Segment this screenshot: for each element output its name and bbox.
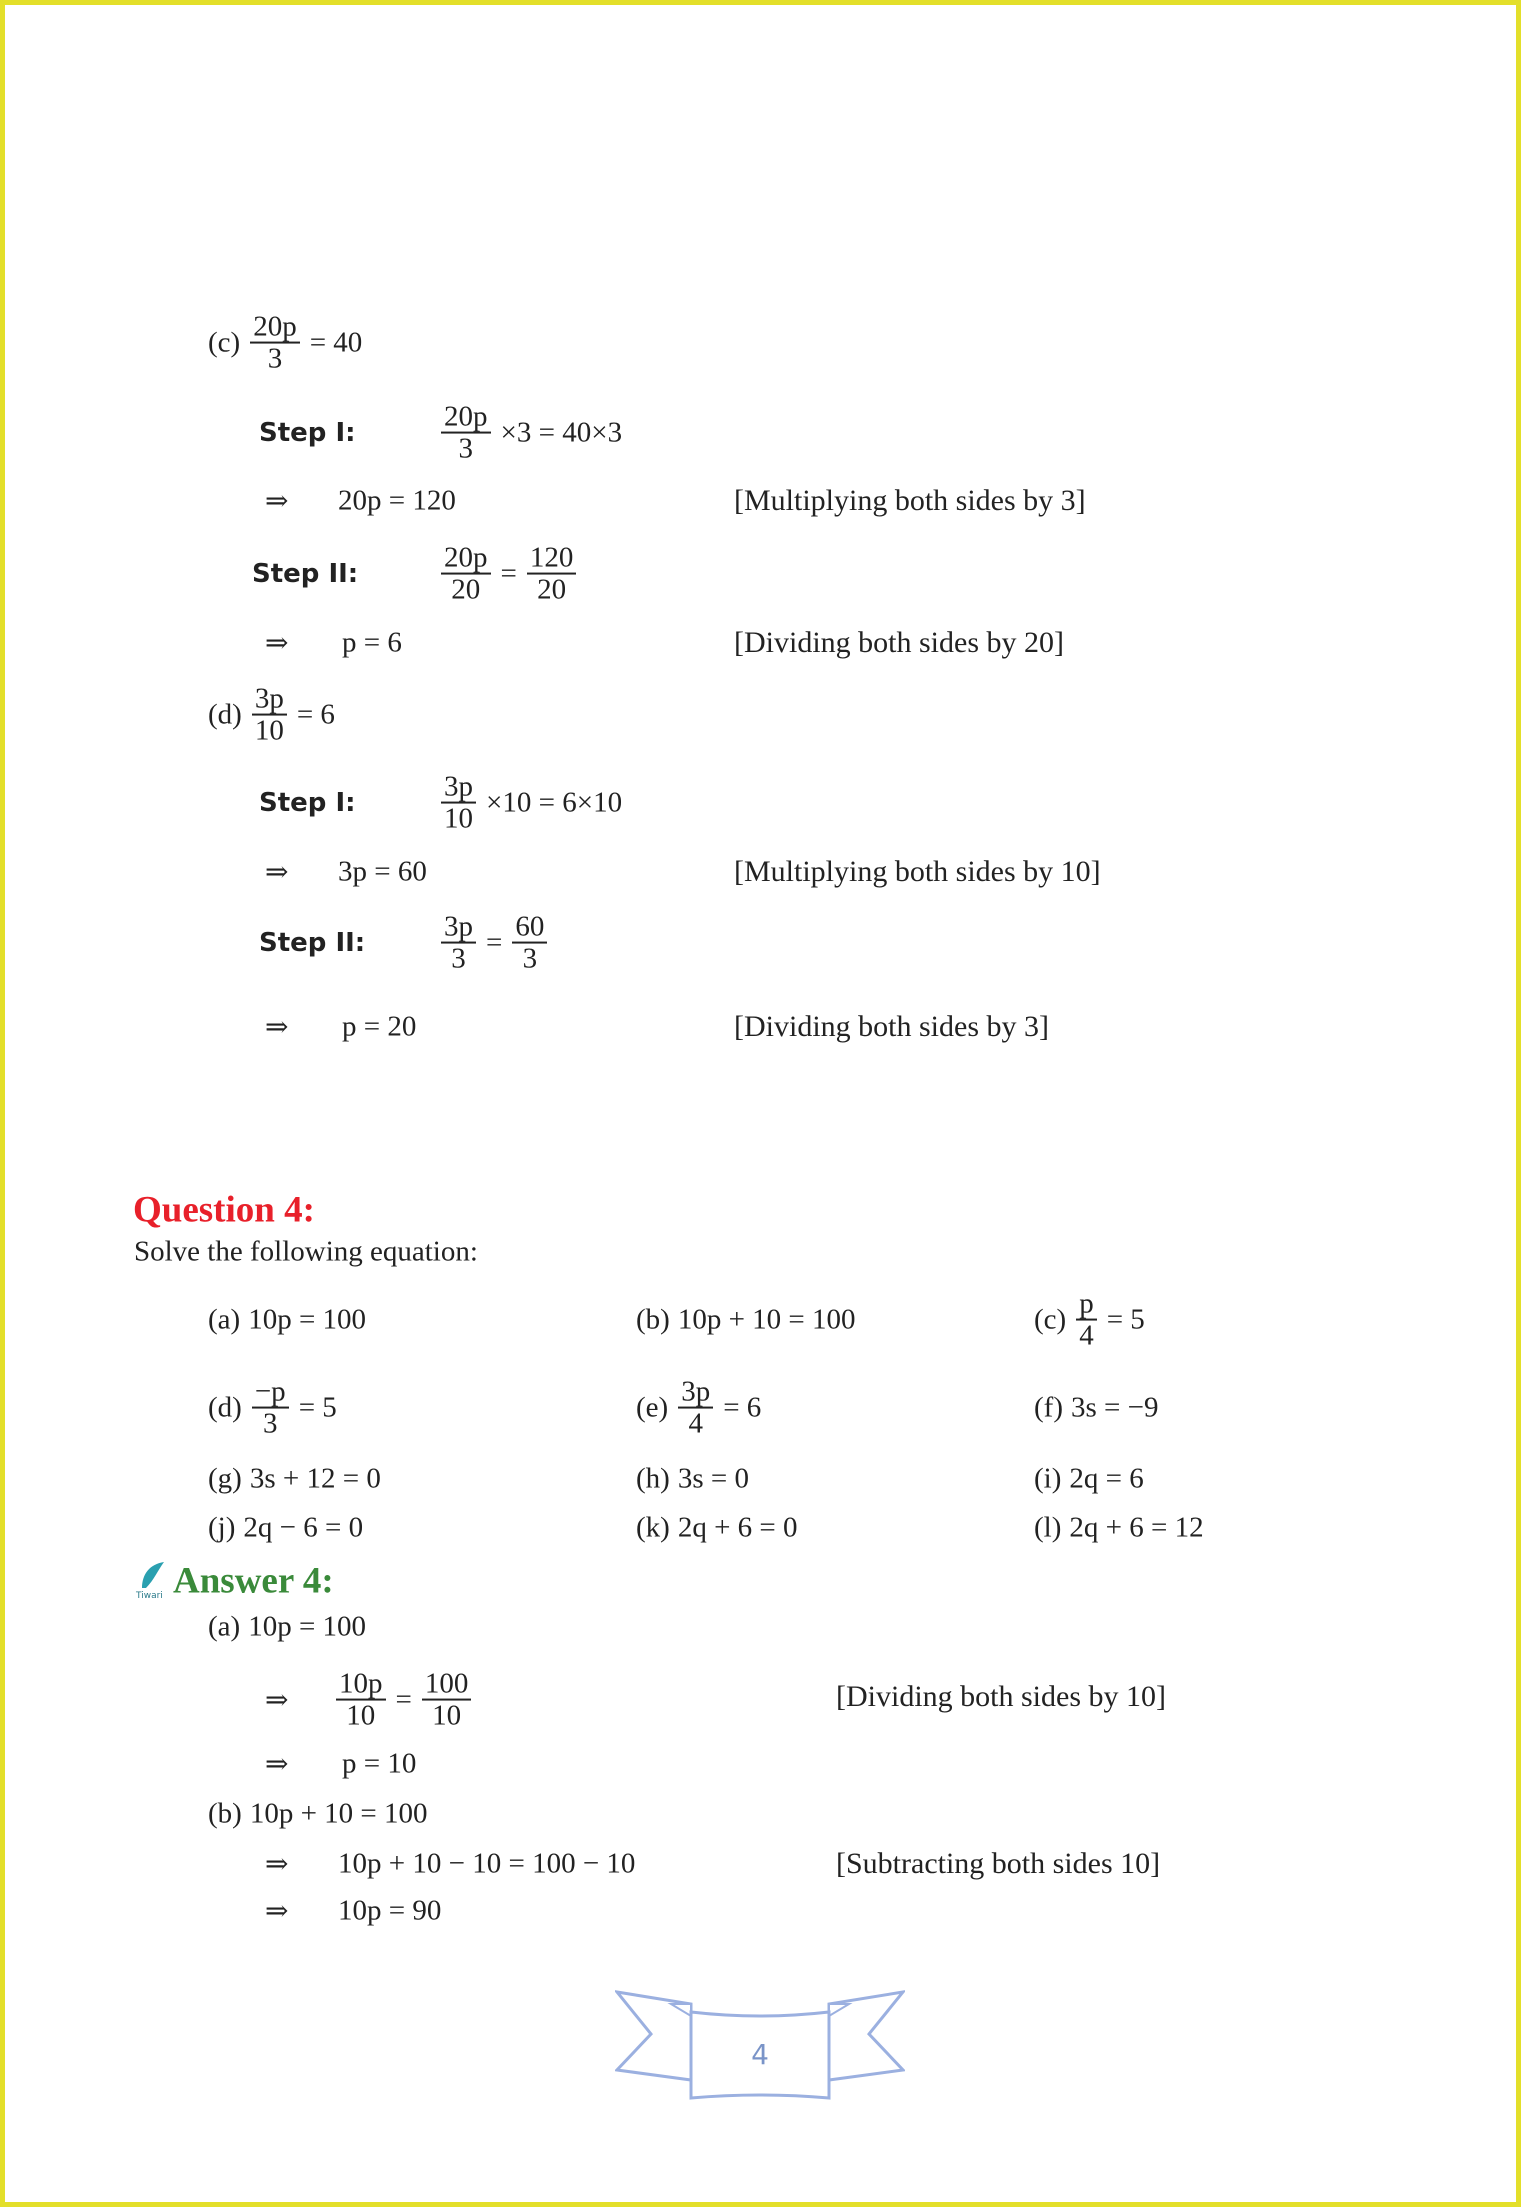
item-expression: = 6	[723, 1391, 762, 1424]
denominator: 10	[444, 803, 473, 835]
item-expression: 2q = 6	[1069, 1462, 1144, 1495]
explanation-note: [Subtracting both sides 10]	[836, 1847, 1161, 1880]
question-title: Question 4:	[133, 1189, 315, 1231]
question-item	[1034, 1463, 1144, 1496]
question-item	[208, 1304, 366, 1337]
explanation-note: [Dividing both sides by 20]	[734, 626, 1064, 659]
denominator: 10	[432, 1700, 462, 1732]
implies-icon: ⇒	[265, 486, 289, 517]
fraction	[441, 543, 491, 606]
item-label: (a)	[208, 1303, 241, 1336]
answer-b-equation	[208, 1798, 428, 1831]
item-expression: = 5	[1106, 1303, 1145, 1336]
denominator: 10	[346, 1700, 376, 1732]
explanation-note: [Dividing both sides by 3]	[734, 1010, 1049, 1043]
step-expression	[439, 543, 578, 606]
denominator: 3	[458, 433, 473, 465]
step-expression	[439, 772, 622, 835]
expression: 10p = 90	[338, 1894, 442, 1927]
rhs: = 6	[296, 698, 335, 731]
numerator: 120	[527, 543, 577, 575]
question-instruction: Solve the following equation:	[134, 1235, 478, 1268]
numerator: 10p	[336, 1669, 386, 1701]
part-label: (d)	[208, 698, 242, 731]
denominator: 20	[451, 574, 481, 606]
expression: 20p = 120	[338, 484, 456, 517]
equals: =	[395, 1683, 412, 1716]
step-label: Step II:	[259, 928, 366, 958]
item-label: (b)	[636, 1303, 670, 1336]
question-item	[208, 1512, 363, 1545]
question-item	[636, 1463, 749, 1496]
numerator: 100	[422, 1669, 472, 1701]
fraction	[252, 1377, 289, 1440]
fraction	[512, 912, 547, 975]
denominator: 3	[263, 1408, 278, 1440]
item-label: (f)	[1034, 1391, 1063, 1424]
numerator: 3p	[678, 1377, 713, 1409]
question-item	[1034, 1512, 1204, 1545]
item-label: (j)	[208, 1511, 236, 1544]
fraction	[1076, 1289, 1097, 1352]
rhs: = 40	[309, 326, 363, 359]
expression: p = 20	[342, 1010, 417, 1043]
implies-icon: ⇒	[265, 857, 289, 888]
item-expression: 2q + 6 = 12	[1069, 1511, 1204, 1544]
explanation-note: [Dividing both sides by 10]	[836, 1680, 1166, 1713]
fraction	[250, 312, 300, 375]
expression: ×10 = 6×10	[486, 786, 623, 819]
item-label: (e)	[636, 1391, 669, 1424]
item-label: (l)	[1034, 1511, 1062, 1544]
denominator: 4	[688, 1408, 703, 1440]
implies-icon: ⇒	[265, 1849, 289, 1880]
item-expression: 10p = 100	[248, 1303, 367, 1336]
item-expression: = 5	[298, 1391, 337, 1424]
question-item	[636, 1377, 761, 1440]
question-item	[208, 1463, 381, 1496]
numerator: 20p	[250, 312, 300, 344]
item-label: (c)	[1034, 1303, 1067, 1336]
implies-icon: ⇒	[265, 628, 289, 659]
implies-icon: ⇒	[265, 1012, 289, 1043]
page-number-ribbon	[615, 1990, 905, 2102]
answer-title: Answer 4:	[173, 1560, 334, 1602]
item-expression: 3s + 12 = 0	[249, 1462, 381, 1495]
item-label: (g)	[208, 1462, 242, 1495]
step-expression	[439, 912, 549, 975]
numerator: 60	[512, 912, 547, 944]
fraction	[441, 402, 491, 465]
numerator: 3p	[441, 772, 476, 804]
question-item	[208, 1377, 337, 1440]
question-item	[636, 1304, 856, 1337]
svg-text:Tiwari: Tiwari	[136, 1591, 163, 1600]
item-label: (d)	[208, 1391, 242, 1424]
numerator: p	[1076, 1289, 1097, 1321]
question-item	[1034, 1289, 1145, 1352]
fraction	[336, 1669, 386, 1732]
item-label: (h)	[636, 1462, 670, 1495]
denominator: 3	[522, 943, 538, 975]
numerator: 20p	[441, 543, 491, 575]
item-label: (k)	[636, 1511, 670, 1544]
expression: 10p + 10 − 10 = 100 − 10	[338, 1847, 636, 1880]
item-expression: 2q − 6 = 0	[243, 1511, 364, 1544]
answer-a-equation	[208, 1611, 366, 1644]
fraction	[252, 684, 287, 747]
item-label: (i)	[1034, 1462, 1062, 1495]
equals: =	[486, 926, 503, 959]
numerator: 3p	[252, 684, 287, 716]
fraction	[422, 1669, 472, 1732]
item-expression: 3s = −9	[1070, 1391, 1159, 1424]
step-expression	[334, 1669, 473, 1732]
step-label: Step II:	[252, 559, 359, 589]
fraction	[441, 912, 476, 975]
expression: p = 10	[342, 1747, 417, 1780]
question-item	[1034, 1392, 1158, 1425]
page-number: 4	[751, 2038, 769, 2071]
part-label: (b)	[208, 1797, 242, 1830]
denominator: 3	[451, 943, 466, 975]
expression: ×3 = 40×3	[500, 416, 623, 449]
part-label: (c)	[208, 326, 241, 359]
expression: 10p + 10 = 100	[249, 1797, 428, 1830]
question-item	[636, 1512, 798, 1545]
expression: p = 6	[342, 626, 402, 659]
denominator: 3	[267, 343, 283, 375]
explanation-note: [Multiplying both sides by 10]	[734, 855, 1101, 888]
denominator: 10	[254, 715, 284, 747]
numerator: −p	[252, 1377, 289, 1409]
implies-icon: ⇒	[265, 1685, 289, 1716]
numerator: 20p	[441, 402, 491, 434]
tiwari-logo-icon	[134, 1560, 170, 1600]
expression: 10p = 100	[248, 1610, 367, 1643]
implies-icon: ⇒	[265, 1896, 289, 1927]
fraction	[678, 1377, 713, 1440]
item-expression: 3s = 0	[677, 1462, 749, 1495]
part-c-equation	[208, 312, 362, 375]
implies-icon: ⇒	[265, 1749, 289, 1780]
step-label: Step I:	[259, 788, 356, 818]
part-d-equation	[208, 684, 335, 747]
part-label: (a)	[208, 1610, 241, 1643]
equals: =	[500, 557, 517, 590]
denominator: 4	[1079, 1320, 1094, 1352]
step-label: Step I:	[259, 418, 356, 448]
fraction	[527, 543, 577, 606]
numerator: 3p	[441, 912, 476, 944]
expression: 3p = 60	[338, 855, 427, 888]
explanation-note: [Multiplying both sides by 3]	[734, 484, 1086, 517]
fraction	[441, 772, 476, 835]
denominator: 20	[537, 574, 567, 606]
step-expression	[439, 402, 622, 465]
item-expression: 2q + 6 = 0	[677, 1511, 798, 1544]
item-expression: 10p + 10 = 100	[677, 1303, 856, 1336]
